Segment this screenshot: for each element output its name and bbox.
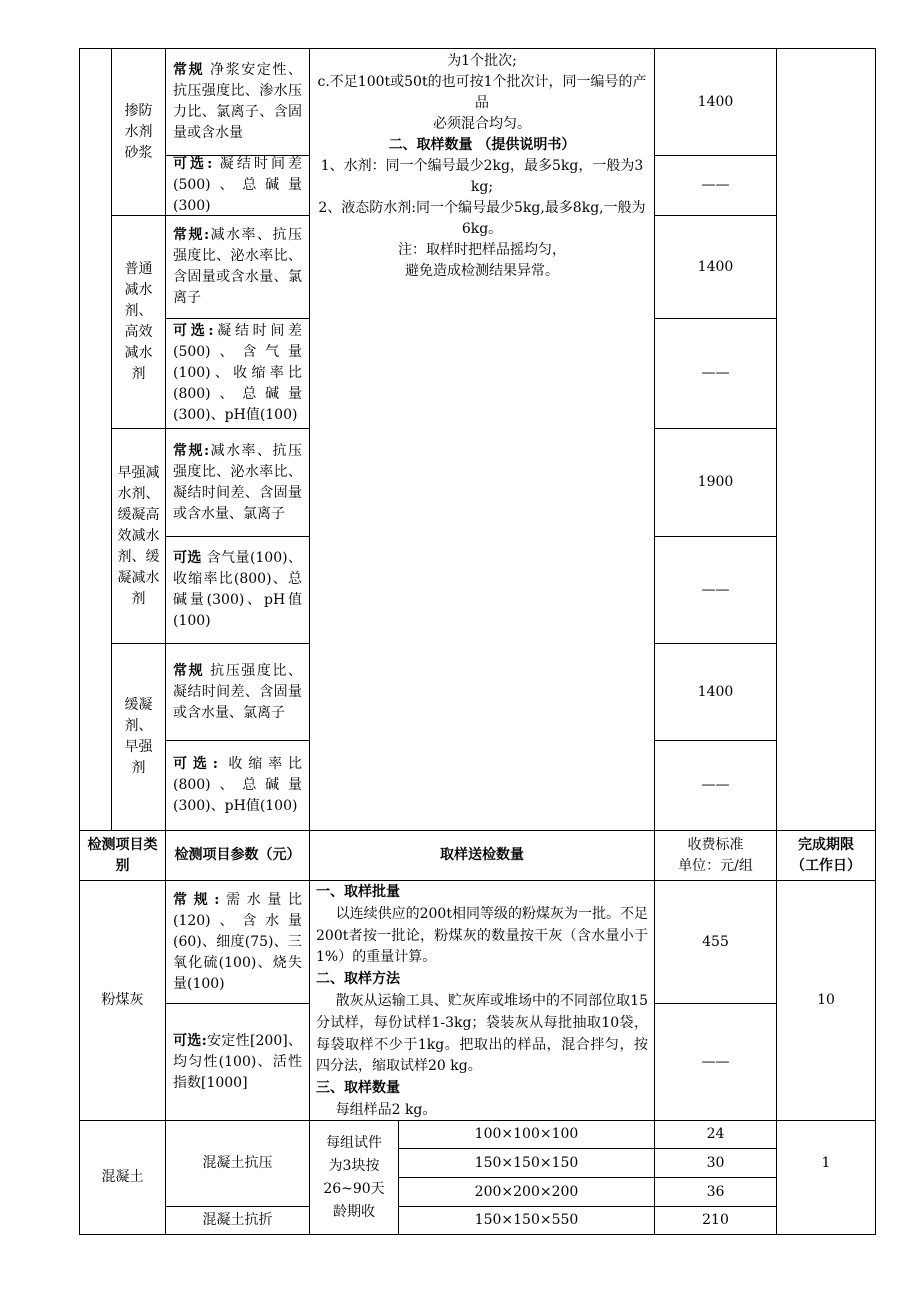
routine-params-text: 减水率、抗压强度比、泌水率比、凝结时间差、含固量或含水量、氯离子 — [173, 442, 302, 522]
fee-value: 1400 — [697, 93, 734, 110]
sampling-text: 以连续供应的200t相同等级的粉煤灰为一批。不足200t者按一批论，粉煤灰的数量按干灰（含水量小于1%）的重量计算。 — [316, 905, 648, 966]
category-cell — [112, 216, 165, 428]
optional-label: 可选: — [173, 156, 213, 172]
category-cell — [112, 429, 165, 643]
optional-params-cell — [166, 156, 309, 215]
header-category: 检测项目类别 — [87, 836, 158, 874]
fee-cell — [655, 1178, 776, 1206]
routine-params-cell — [166, 49, 309, 155]
sampling-text: 必须混合均匀。 — [433, 116, 531, 132]
fee-cell — [655, 881, 776, 1003]
sampling-text: 散灰从运输工具、贮灰库或堆场中的不同部位取15分试样，每份试样1-3kg；袋装灰从每批抽取10袋，每袋取样不少于1kg。把取出的样品，混合拌匀，按四分法，缩取试样20 kg。 — [316, 992, 648, 1075]
category-cell — [80, 1121, 165, 1234]
fee-value: 30 — [706, 1154, 725, 1171]
param-label: 混凝土抗压 — [202, 1155, 273, 1171]
optional-params-cell — [166, 741, 309, 830]
fee-cell — [655, 1207, 776, 1234]
header-params: 检测项目参数（元） — [174, 847, 301, 863]
fee-value: 1900 — [697, 474, 734, 490]
optional-params-cell — [166, 537, 309, 643]
category-cell — [80, 881, 165, 1120]
fee-value: 24 — [706, 1126, 725, 1142]
optional-params-text: 含气量(100)、收缩率比(800)、总碱量(300)、pH值(100) — [173, 550, 303, 629]
fee-cell — [655, 644, 776, 740]
sampling-heading: 二、取样数量 （提供说明书） — [388, 137, 576, 153]
header-fee: 收费标准 单位：元/组 — [678, 836, 753, 874]
sampling-text: 每组样品2 kg。 — [335, 1101, 437, 1118]
routine-params-cell — [166, 216, 309, 318]
category-label: 早强减水剂、缓凝高效减水剂、缓凝减水剂 — [117, 464, 160, 607]
optional-params-text: 安定性[200]、均匀性(100)、活性指数[1000] — [173, 1032, 302, 1091]
routine-params-text: 需水量比(120)、含水量(60)、细度(75)、三氧化硫(100)、烧失量(100) — [173, 891, 303, 992]
size-cell — [399, 1178, 654, 1206]
fee-value: 210 — [702, 1212, 729, 1228]
routine-label: 常规 — [173, 662, 205, 679]
fee-cell — [655, 1121, 776, 1148]
fee-cell — [655, 319, 776, 428]
category-cell — [112, 49, 165, 215]
fee-cell — [655, 741, 776, 830]
fee-value: 36 — [706, 1183, 725, 1200]
size-cell — [399, 1121, 654, 1148]
category-label: 普通减水剂、高效减水剂 — [124, 261, 153, 382]
period-cell — [777, 881, 875, 1120]
routine-params-text: 抗压强度比、凝结时间差、含固量或含水量、氯离子 — [173, 662, 303, 721]
fee-value: —— — [701, 777, 730, 793]
period-value: 10 — [817, 992, 835, 1008]
sampling-text: 2、液态防水剂:同一个编号最少5kg,最多8kg,一般为6kg。 — [318, 200, 646, 237]
fee-value: 1400 — [697, 683, 734, 700]
category-label: 缓凝剂、早强剂 — [124, 697, 153, 776]
optional-params-text: 凝结时间差(500)、含气量(100)、收缩率比(800)、总碱量(300)、pH值(100) — [173, 323, 303, 423]
sampling-text: 1、水剂：同一个编号最少2kg，最多5kg，一般为3 kg; — [320, 158, 644, 195]
fee-value: 455 — [702, 933, 729, 950]
category-label: 掺防水剂砂浆 — [124, 102, 153, 161]
period-value: 1 — [821, 1155, 831, 1171]
param-cell — [166, 1121, 309, 1206]
category-label: 混凝土 — [101, 1169, 144, 1185]
routine-label: 常规: — [173, 442, 210, 459]
routine-params-text: 减水率、抗压强度比、泌水率比、含固量或含水量、氯离子 — [173, 227, 302, 306]
header-period: 完成期限 （工作日） — [791, 836, 861, 874]
routine-params-cell — [166, 429, 309, 536]
size-value: 150×150×550 — [474, 1212, 579, 1228]
sampling-instructions-cell — [310, 882, 654, 1120]
routine-params-cell — [166, 644, 309, 740]
specimen-note: 每组试件为3块按26~90天龄期收 — [323, 1134, 385, 1220]
optional-params-cell — [166, 1004, 309, 1120]
header-sampling: 取样送检数量 — [440, 847, 524, 863]
specimen-note-cell — [310, 1121, 398, 1234]
table-border — [875, 48, 876, 1235]
optional-params-text: 凝结时间差(500)、总碱量(300) — [173, 156, 303, 214]
fee-cell — [655, 537, 776, 643]
sampling-text: 为1个批次; — [447, 53, 517, 69]
sampling-text: c.不足100t或50t的也可按1个批次计，同一编号的产品 — [317, 74, 647, 111]
size-value: 100×100×100 — [474, 1126, 579, 1142]
fee-value: —— — [701, 581, 730, 598]
fee-cell — [655, 49, 776, 155]
category-label: 粉煤灰 — [101, 992, 144, 1008]
sampling-note: 注：取样时把样品摇均匀， — [398, 242, 566, 258]
fee-value: —— — [701, 365, 730, 381]
size-value: 150×150×150 — [474, 1154, 579, 1171]
fee-cell — [655, 156, 776, 215]
optional-label: 可选: — [173, 1032, 207, 1049]
fee-cell — [655, 216, 776, 318]
sampling-heading: 三、取样数量 — [316, 1080, 400, 1097]
fee-cell — [655, 429, 776, 536]
sampling-heading: 一、取样批量 — [316, 884, 400, 900]
param-label: 混凝土抗折 — [202, 1212, 273, 1228]
sampling-note: 避免造成检测结果异常。 — [405, 263, 559, 279]
optional-label: 可选: — [173, 756, 218, 772]
routine-label: 常规: — [173, 891, 220, 908]
size-value: 200×200×200 — [474, 1183, 579, 1200]
routine-label: 常规: — [173, 227, 210, 243]
routine-params-text: 净浆安定性、抗压强度比、渗水压力比、氯离子、含固量或含水量 — [173, 62, 303, 141]
fee-value: —— — [701, 1053, 730, 1070]
size-cell — [399, 1207, 654, 1234]
routine-label: 常规 — [173, 62, 205, 78]
sampling-instructions-cell — [310, 49, 654, 319]
optional-label: 可选: — [173, 323, 214, 339]
routine-params-cell — [166, 881, 309, 1003]
table-border — [79, 1234, 875, 1235]
fee-cell — [655, 1149, 776, 1177]
optional-label: 可选 — [173, 550, 202, 566]
fee-value: 1400 — [697, 258, 734, 275]
param-cell — [166, 1207, 309, 1234]
fee-cell — [655, 1004, 776, 1120]
period-cell — [777, 1121, 875, 1206]
category-cell — [112, 644, 165, 830]
optional-params-cell — [166, 319, 309, 428]
optional-params-text: 收缩率比(800)、总碱量(300)、pH值(100) — [173, 756, 303, 814]
size-cell — [399, 1149, 654, 1177]
fee-value: —— — [701, 177, 730, 193]
sampling-heading: 二、取样方法 — [316, 971, 400, 988]
